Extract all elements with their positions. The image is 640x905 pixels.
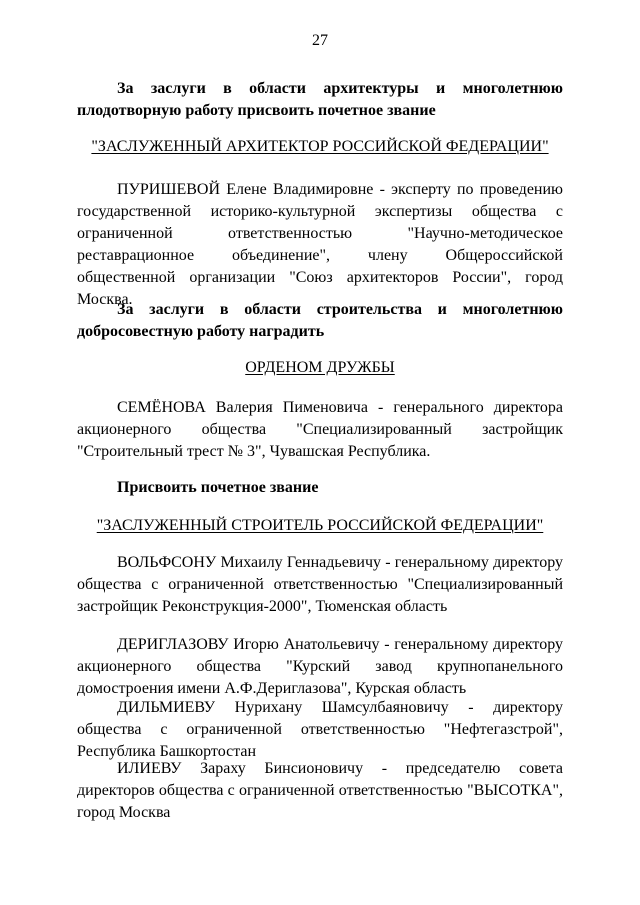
- section-3-award-title: [0, 515, 640, 537]
- section-2-award-title: [0, 357, 640, 379]
- section-3-entry-2: ДЕРИГЛАЗОВУ Игорю Анатольевичу - генеральному директору акционерного общества "Курский завод крупнопанельного домостроения имени А.Ф.Дериглазова", Курская область: [77, 636, 563, 697]
- award-title-text: "ЗАСЛУЖЕННЫЙ СТРОИТЕЛЬ РОССИЙСКОЙ ФЕДЕРАЦИИ": [96, 517, 544, 534]
- section-3-entry-3: ДИЛЬМИЕВУ Нурихану Шамсулбаяновичу - директору общества с ограниченной ответственностью "Нефтегазстрой", Республика Башкортостан: [77, 699, 563, 760]
- section-2-intro: За заслуги в области строительства и многолетнюю добросовестную работу наградить: [77, 301, 563, 340]
- section-3-entry-1: ВОЛЬФСОНУ Михаилу Геннадьевичу - генеральному директору общества с ограниченной ответственностью "Специализированный застройщик Реконструкция-2000", Тюменская область: [77, 554, 563, 615]
- section-1-intro: За заслуги в области архитектуры и многолетнюю плодотворную работу присвоить почетное звание: [77, 80, 563, 119]
- page-number: 27: [312, 32, 328, 49]
- section-1-award-title: [0, 136, 640, 158]
- section-2-entry-1: СЕМЁНОВА Валерия Пименовича - генерального директора акционерного общества "Специализированный застройщик "Строительный трест № 3", Чувашская Республика.: [77, 399, 563, 460]
- section-3-entry-4: ИЛИЕВУ Зараху Бинсионовичу - председателю совета директоров общества с ограниченной ответственностью "ВЫСОТКА", город Москва: [77, 760, 563, 821]
- award-title-text: ОРДЕНОМ ДРУЖБЫ: [245, 359, 395, 376]
- award-title-text: "ЗАСЛУЖЕННЫЙ АРХИТЕКТОР РОССИЙСКОЙ ФЕДЕРАЦИИ": [91, 138, 549, 155]
- section-3-intro: Присвоить почетное звание: [117, 479, 319, 496]
- section-1-entry-1: ПУРИШЕВОЙ Елене Владимировне - эксперту по проведению государственной историко-культурной экспертизы общества с ограниченной ответственностью "Научно-методическое реставрационное объединение", члену Общероссийской общественной организации "Союз архитекторов России", город Москва.: [77, 181, 563, 308]
